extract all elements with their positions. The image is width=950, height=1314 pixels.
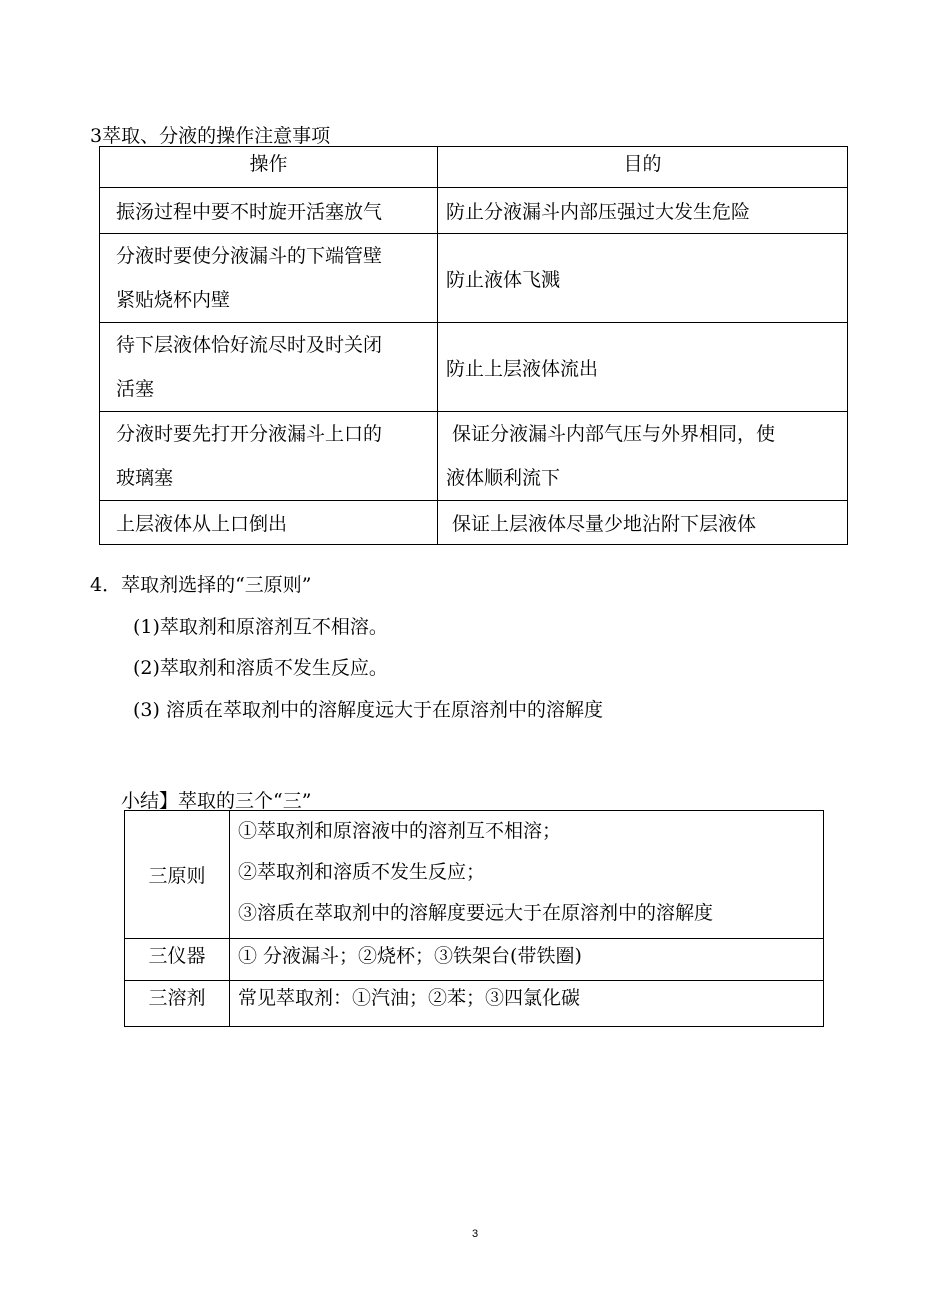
table-header-row xyxy=(100,147,848,188)
table-row xyxy=(100,412,848,501)
table-row xyxy=(100,323,848,412)
row-operation: 待下层液体恰好流尽时及时关闭 活塞 xyxy=(100,323,438,412)
row-purpose: 保证上层液体尽量少地沾附下层液体 xyxy=(438,501,848,545)
row-operation: 上层液体从上口倒出 xyxy=(100,501,438,545)
table-row xyxy=(100,234,848,323)
page-number: 3 xyxy=(472,1228,479,1240)
row-purpose: 防止上层液体流出 xyxy=(438,323,848,412)
row-operation: 分液时要使分液漏斗的下端管壁 紧贴烧杯内壁 xyxy=(100,234,438,323)
operations-table xyxy=(99,146,848,545)
row-purpose: 保证分液漏斗内部气压与外界相同，使 液体顺利流下 xyxy=(438,412,848,501)
header-operation: 操作 xyxy=(100,147,438,188)
summary-row xyxy=(125,981,824,1027)
principle-item: (2)萃取剂和溶质不发生反应。 xyxy=(133,657,388,679)
row-purpose: 防止分液漏斗内部压强过大发生危险 xyxy=(438,188,848,234)
section3-title: 3萃取、分液的操作注意事项 xyxy=(90,125,331,147)
principle-item: (1)萃取剂和原溶剂互不相溶。 xyxy=(133,616,388,638)
summary-label: 三原则 xyxy=(125,811,230,939)
header-purpose: 目的 xyxy=(438,147,848,188)
summary-content: ① 分液漏斗；②烧杯；③铁架台(带铁圈) xyxy=(230,939,824,981)
summary-row xyxy=(125,811,824,939)
summary-table xyxy=(124,810,824,1027)
summary-title: 小结】萃取的三个“三” xyxy=(121,790,312,812)
row-operation: 振汤过程中要不时旋开活塞放气 xyxy=(100,188,438,234)
summary-row xyxy=(125,939,824,981)
summary-label: 三仪器 xyxy=(125,939,230,981)
section4-title: 4．萃取剂选择的“三原则” xyxy=(90,574,312,596)
table-row xyxy=(100,501,848,545)
row-purpose: 防止液体飞溅 xyxy=(438,234,848,323)
principle-item: (3) 溶质在萃取剂中的溶解度远大于在原溶剂中的溶解度 xyxy=(133,699,603,721)
table-row xyxy=(100,188,848,234)
summary-content: ①萃取剂和原溶液中的溶剂互不相溶； ②萃取剂和溶质不发生反应； ③溶质在萃取剂中的溶解度要远大于在原溶剂中的溶解度 xyxy=(230,811,824,939)
row-operation: 分液时要先打开分液漏斗上口的 玻璃塞 xyxy=(100,412,438,501)
summary-label: 三溶剂 xyxy=(125,981,230,1027)
summary-content: 常见萃取剂：①汽油；②苯；③四氯化碳 xyxy=(230,981,824,1027)
